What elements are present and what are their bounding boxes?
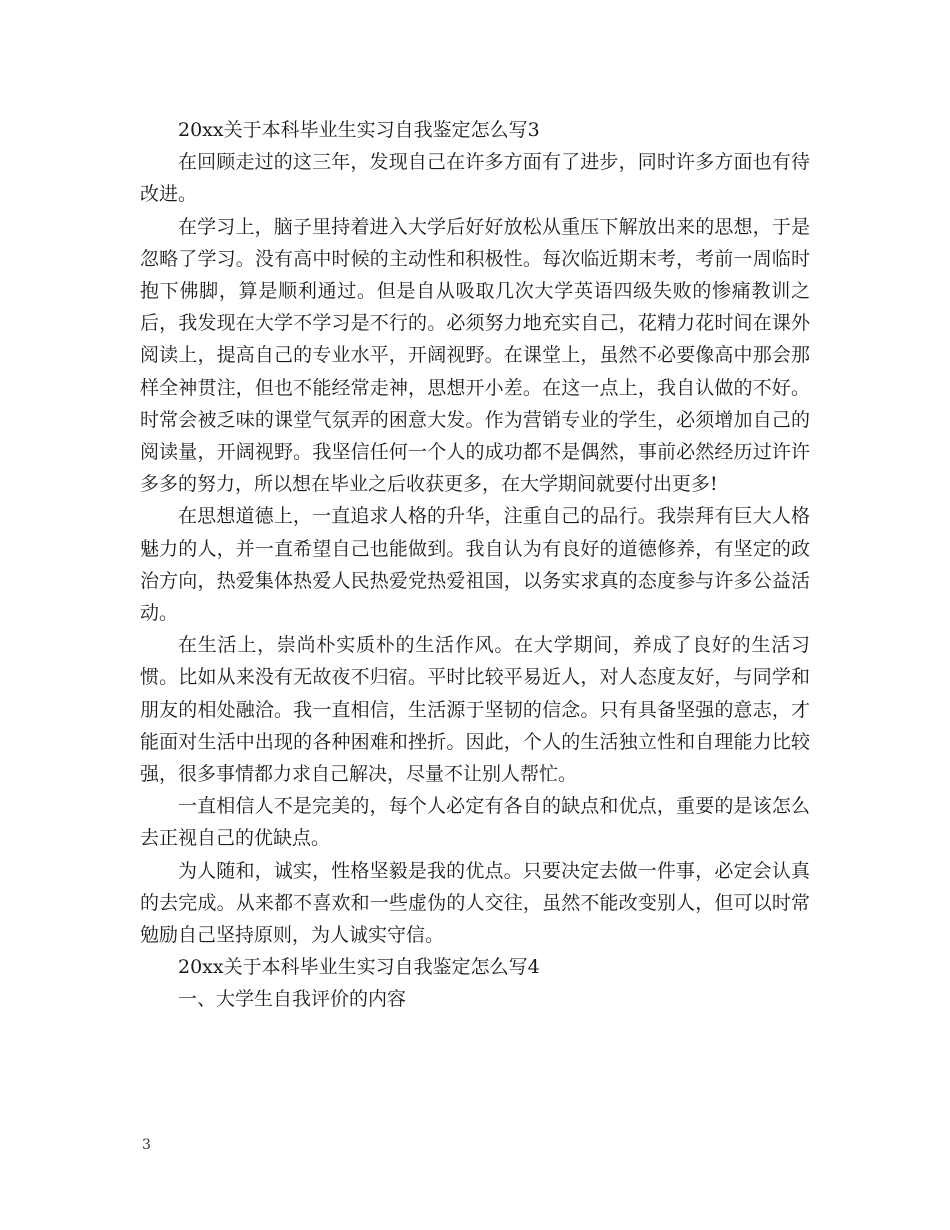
subsection-heading: 一、大学生自我评价的内容 xyxy=(178,988,407,1011)
page-number: 3 xyxy=(142,1137,151,1153)
paragraph-imperfection: 一直相信人不是完美的，每个人必定有各自的缺点和优点，重要的是该怎么去正视自己的优缺点。 xyxy=(140,795,810,850)
section-heading-3: 20xx关于本科毕业生实习自我鉴定怎么写3 xyxy=(178,119,540,141)
paragraph-strengths: 为人随和，诚实，性格坚毅是我的优点。只要决定去做一件事，必定会认真的去完成。从来都不喜欢和一些虚伪的人交往，虽然不能改变别人，但可以时常勉励自己坚持原则，为人诚实守信。 xyxy=(140,859,810,947)
paragraph-morality: 在思想道德上，一直追求人格的升华，注重自己的品行。我崇拜有巨大人格魅力的人，并一直希望自己也能做到。我自认为有良好的道德修养，有坚定的政治方向，热爱集体热爱人民热爱党热爱祖国，以务实求真的态度参与许多公益活动。 xyxy=(140,505,810,625)
paragraph-life: 在生活上，崇尚朴实质朴的生活作风。在大学期间，养成了良好的生活习惯。比如从来没有无故夜不归宿。平时比较平易近人，对人态度友好，与同学和朋友的相处融洽。我一直相信，生活源于坚韧的信念。只有具备坚强的意志，才能面对生活中出现的各种困难和挫折。因此，个人的生活独立性和自理能力比较强，很多事情都力求自己解决，尽量不让别人帮忙。 xyxy=(140,634,810,786)
paragraph-study: 在学习上，脑子里持着进入大学后好好放松从重压下解放出来的思想，于是忽略了学习。没有高中时候的主动性和积极性。每次临近期末考，考前一周临时抱下佛脚，算是顺利通过。但是自从吸取几次大学英语四级失败的惨痛教训之后，我发现在大学不学习是不行的。必须努力地充实自己，花精力花时间在课外阅读上，提高自己的专业水平，开阔视野。在课堂上，虽然不必要像高中那会那样全神贯注，但也不能经常走神，思想开小差。在这一点上，我自认做的不好。时常会被乏味的课堂气氛弄的困意大发。作为营销专业的学生，必须增加自己的阅读量，开阔视野。我坚信任何一个人的成功都不是偶然，事前必然经历过许许多多的努力，所以想在毕业之后收获更多，在大学期间就要付出更多! xyxy=(140,215,810,496)
paragraph-intro: 在回顾走过的这三年，发现自己在许多方面有了进步，同时许多方面也有待改进。 xyxy=(140,151,810,206)
document-body xyxy=(140,114,810,1016)
section-heading-4: 20xx关于本科毕业生实习自我鉴定怎么写4 xyxy=(178,956,540,979)
